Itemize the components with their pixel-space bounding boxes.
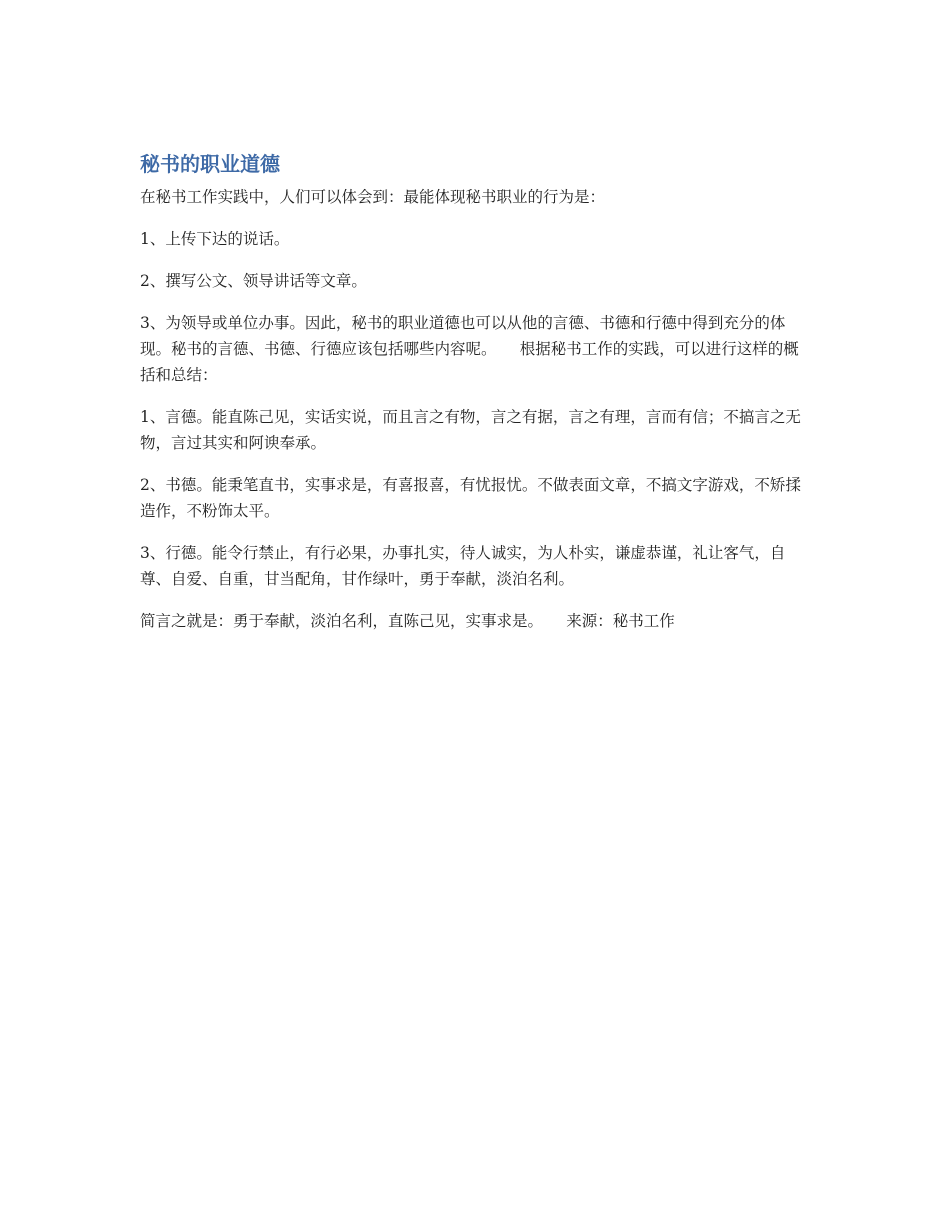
paragraph-item-3: 3、为领导或单位办事。因此，秘书的职业道德也可以从他的言德、书德和行德中得到充分的体现。秘书的言德、书德、行德应该包括哪些内容呢。 根据秘书工作的实践，可以进行这样的概括和总结： bbox=[140, 314, 799, 384]
paragraph-speech-ethics: 1、言德。能直陈己见，实话实说，而且言之有物，言之有据，言之有理，言而有信；不搞言之无物，言过其实和阿谀奉承。 bbox=[140, 408, 801, 452]
paragraph-intro: 在秘书工作实践中，人们可以体会到：最能体现秘书职业的行为是： bbox=[140, 188, 606, 206]
paragraph-item-1: 1、上传下达的说话。 bbox=[140, 230, 290, 248]
paragraph-item-2: 2、撰写公文、领导讲话等文章。 bbox=[140, 272, 367, 290]
document-page bbox=[140, 150, 805, 650]
paragraph-writing-ethics: 2、书德。能秉笔直书，实事求是，有喜报喜，有忧报忧。不做表面文章，不搞文字游戏，不矫揉造作，不粉饰太平。 bbox=[140, 476, 801, 520]
paragraph-summary: 简言之就是：勇于奉献，淡泊名利，直陈己见，实事求是。 来源：秘书工作 bbox=[140, 612, 675, 630]
document-title: 秘书的职业道德 bbox=[140, 152, 280, 176]
paragraph-conduct-ethics: 3、行德。能令行禁止，有行必果，办事扎实，待人诚实，为人朴实，谦虚恭谨，礼让客气，自尊、自爱、自重，甘当配角，甘作绿叶，勇于奉献，淡泊名利。 bbox=[140, 544, 786, 588]
